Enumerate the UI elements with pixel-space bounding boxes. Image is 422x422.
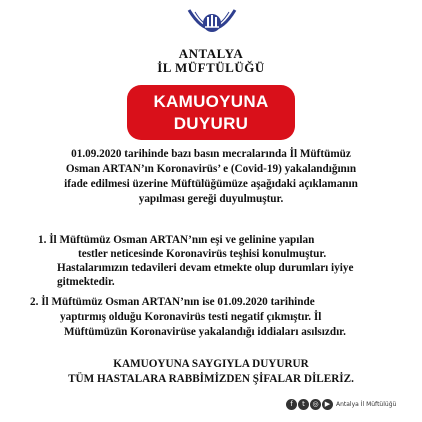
intro-line: ifade edilmesi üzerine Müftülüğümüze aşağıdaki açıklamanın	[64, 178, 358, 190]
item1-line: testler neticesinde Koronavirüs teşhisi konulmuştur.	[78, 248, 327, 260]
closing-line1: KAMUOYUNA SAYGIYLA DUYURUR	[113, 358, 309, 370]
banner-line1: KAMUOYUNA	[153, 92, 269, 111]
item1-line: 1. İl Müftümüz Osman ARTAN’nın eşi ve gelinine yapılan	[38, 234, 315, 246]
mufti-logo	[187, 6, 237, 46]
item1-line: Hastalarımızın tedavileri devam etmekte olup durumları iyiye	[57, 262, 354, 274]
twitter-icon[interactable]: t	[298, 399, 309, 410]
facebook-icon[interactable]: f	[286, 399, 297, 410]
intro-line: Osman ARTAN’ın Koronavirüs’ e (Covid-19) yakalandığının	[65, 163, 357, 175]
item2-line: Müftümüzün Koronavirüse yakalandığı iddiaları asılsızdır.	[64, 326, 346, 338]
item1-line: gitmektedir.	[57, 276, 115, 288]
announcement-banner	[127, 85, 295, 140]
org-name-line2: İL MÜFTÜLÜĞÜ	[157, 60, 265, 75]
closing-line2: TÜM HASTALARA RABBİMİZDEN ŞİFALAR DİLERİZ.	[68, 373, 354, 385]
intro-line: 01.09.2020 tarihinde bazı basın mecralarında İl Müftümüz	[71, 148, 351, 160]
youtube-icon[interactable]: ▶	[322, 399, 333, 410]
social-handle: Antalya İl Müftülüğü	[336, 400, 397, 408]
banner-line2: DUYURU	[173, 114, 249, 133]
item2-line: 2. İl Müftümüz Osman ARTAN’nın ise 01.09.2020 tarihinde	[30, 296, 315, 308]
instagram-icon[interactable]: ◎	[310, 399, 321, 410]
intro-line: yapılması gereği duyulmuştur.	[138, 193, 284, 205]
item2-line: yaptırmış olduğu Koronavirüs testi negatif çıkmıştır. İl	[60, 311, 322, 323]
social-links	[286, 398, 396, 410]
org-name-line1: ANTALYA	[178, 46, 244, 61]
